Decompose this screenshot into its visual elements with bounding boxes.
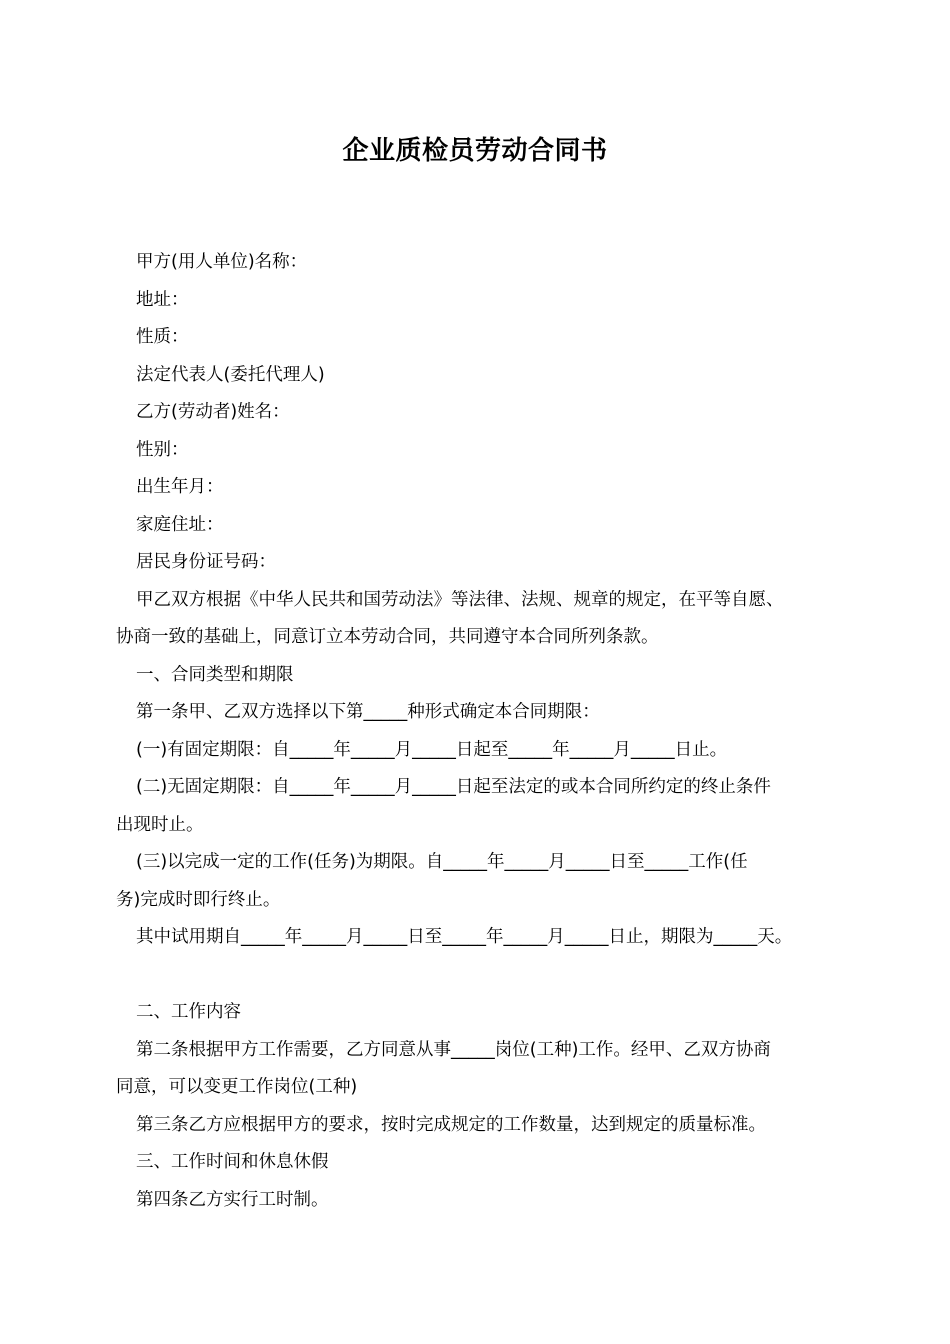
party-a-address-line: 地址： <box>136 289 189 310</box>
article-4: 第四条乙方实行工时制。 <box>136 1189 329 1210</box>
term-option-task: (三)以完成一定的工作(任务)为期限。自_____年_____月_____日至_____工作(任 <box>136 852 748 872</box>
section-heading-contract-type: 一、合同类型和期限 <box>136 664 294 685</box>
party-b-gender-line: 性别： <box>136 439 189 460</box>
term-option-fixed: (一)有固定期限：自_____年_____月_____日起至_____年_____月_____日止。 <box>136 739 728 760</box>
document-body <box>116 244 836 1219</box>
party-a-name-line: 甲方(用人单位)名称： <box>136 252 308 272</box>
term-option-open: (二)无固定期限：自_____年_____月_____日起至法定的或本合同所约定的终止条件 <box>136 777 771 797</box>
document-title: 企业质检员劳动合同书 <box>342 136 608 166</box>
section-heading-work-content: 二、工作内容 <box>136 1002 241 1022</box>
article-3: 第三条乙方应根据甲方的要求，按时完成规定的工作数量，达到规定的质量标准。 <box>136 1114 766 1135</box>
article-1: 第一条甲、乙双方选择以下第_____种形式确定本合同期限： <box>136 702 600 722</box>
legal-representative-line: 法定代表人(委托代理人) <box>136 364 325 385</box>
article-2-continued: 同意，可以变更工作岗位(工种) <box>116 1077 358 1097</box>
preamble-paragraph: 甲乙双方根据《中华人民共和国劳动法》等法律、法规、规章的规定，在平等自愿、 <box>136 589 784 610</box>
party-b-id-line: 居民身份证号码： <box>136 552 276 572</box>
term-option-open-continued: 出现时止。 <box>116 814 204 835</box>
article-2: 第二条根据甲方工作需要，乙方同意从事_____岗位(工种)工作。经甲、乙双方协商 <box>136 1039 771 1060</box>
party-b-address-line: 家庭住址： <box>136 514 224 535</box>
party-b-birth-line: 出生年月： <box>136 477 224 497</box>
probation-period-line: 其中试用期自_____年_____月_____日至_____年_____月_____日止，期限为_____天。 <box>136 927 793 947</box>
preamble-paragraph-continued: 协商一致的基础上，同意订立本劳动合同，共同遵守本合同所列条款。 <box>116 627 659 647</box>
section-heading-working-hours: 三、工作时间和休息休假 <box>136 1152 329 1172</box>
paragraph-spacer <box>116 957 836 995</box>
term-option-task-continued: 务)完成时即行终止。 <box>116 889 281 910</box>
party-a-nature-line: 性质： <box>136 327 189 347</box>
party-b-name-line: 乙方(劳动者)姓名： <box>136 402 290 422</box>
